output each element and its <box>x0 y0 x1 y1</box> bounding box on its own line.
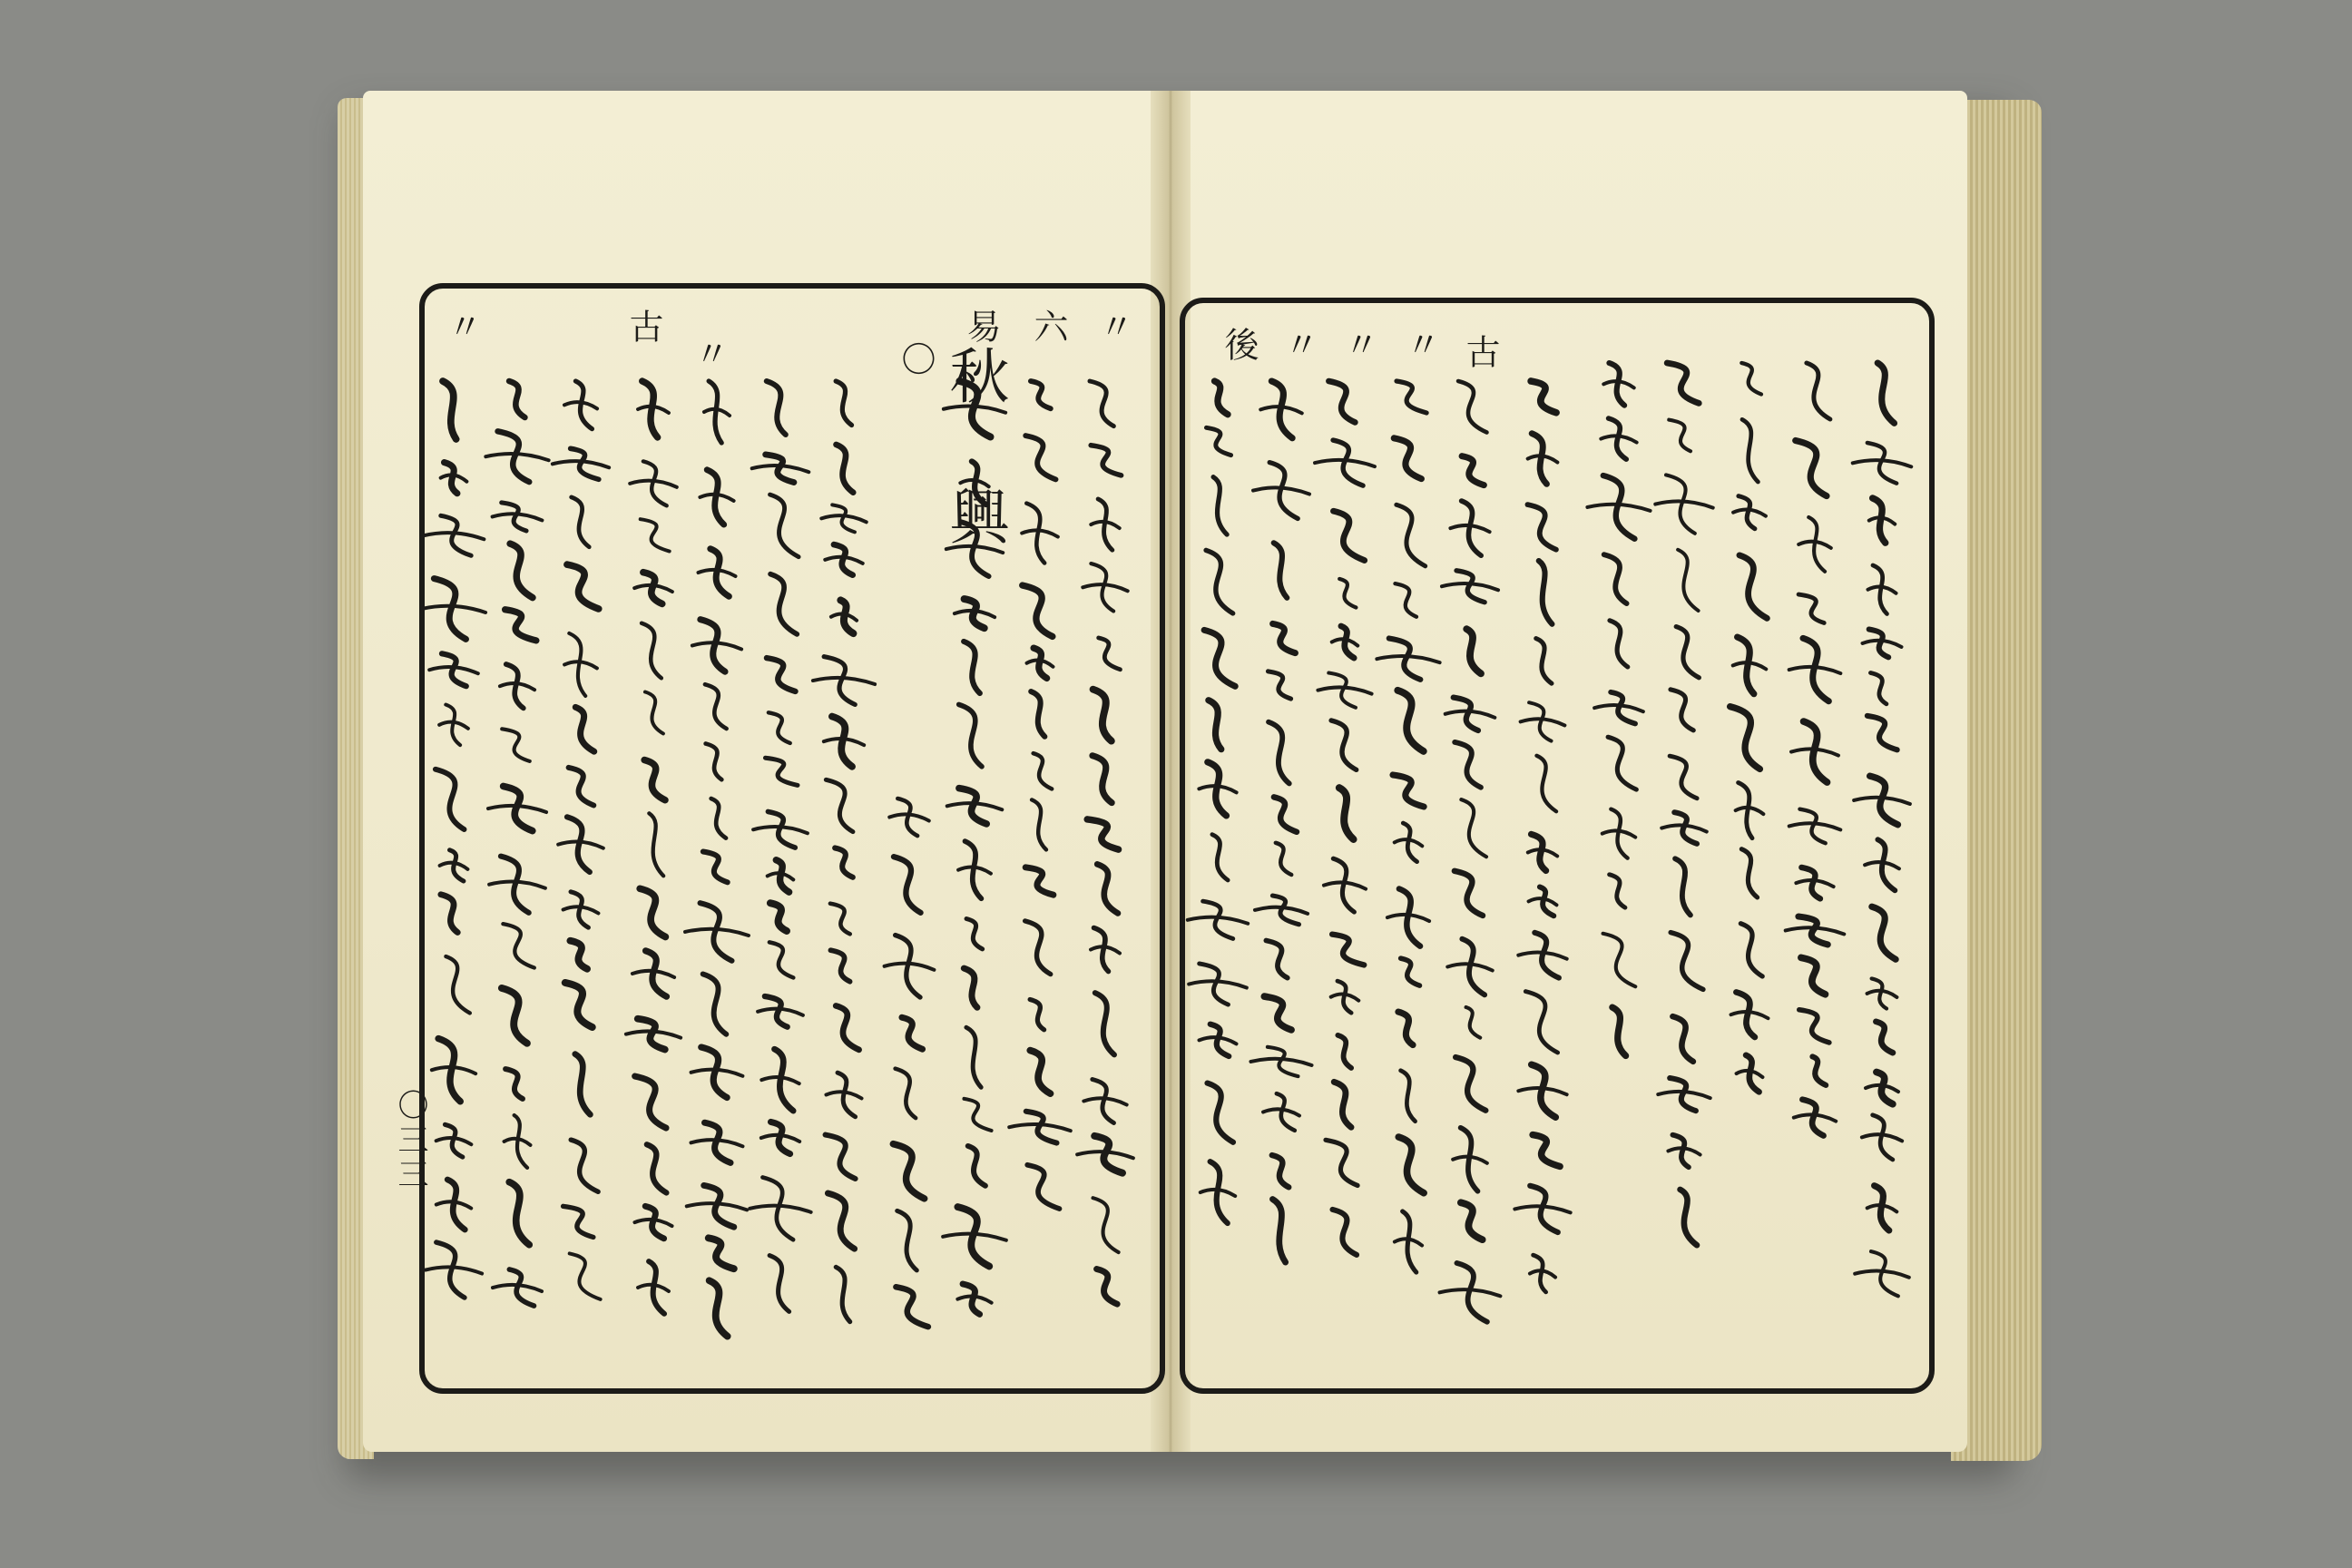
brush-stroke <box>1612 1007 1626 1055</box>
brush-stroke <box>1676 627 1699 678</box>
brush-stroke <box>1539 561 1553 624</box>
brush-stroke <box>647 1144 666 1192</box>
brush-stroke <box>1799 1010 1829 1043</box>
brush-stroke <box>1209 701 1221 750</box>
brush-stroke <box>1531 834 1545 870</box>
brush-stroke <box>498 431 530 482</box>
brush-stroke <box>765 758 798 785</box>
brush-stroke <box>510 544 533 597</box>
brush-stroke <box>1455 742 1481 788</box>
brush-stroke <box>1681 1190 1697 1245</box>
brush-stroke <box>1867 716 1897 750</box>
brush-stroke <box>769 1256 789 1312</box>
brush-stroke <box>1093 928 1108 972</box>
brush-stroke <box>1608 737 1636 789</box>
brush-stroke <box>1610 875 1625 907</box>
brush-stroke <box>1090 381 1113 426</box>
brush-stroke <box>1318 687 1371 693</box>
brush-stroke <box>1213 477 1227 534</box>
brush-stroke <box>443 381 456 439</box>
brush-stroke <box>1091 564 1113 611</box>
brush-stroke <box>1741 363 1761 394</box>
brush-stroke <box>968 1146 985 1186</box>
brush-stroke <box>1328 381 1355 422</box>
brush-stroke <box>1873 498 1886 543</box>
brush-stroke <box>1672 1016 1693 1062</box>
brush-stroke <box>1671 690 1693 730</box>
brush-stroke <box>1269 722 1289 784</box>
brush-stroke <box>1099 638 1121 670</box>
brush-stroke <box>703 852 728 883</box>
brush-stroke <box>966 918 983 948</box>
brush-stroke <box>1025 867 1054 895</box>
brush-stroke <box>1801 867 1820 898</box>
brush-stroke <box>1389 638 1421 679</box>
brush-stroke <box>635 1076 666 1128</box>
brush-stroke <box>1655 501 1712 507</box>
right-col-mark-2: 〃 <box>1400 327 1440 361</box>
brush-stroke <box>1739 496 1755 529</box>
brush-stroke <box>575 1054 591 1115</box>
brush-stroke <box>506 664 524 708</box>
brush-stroke <box>1268 671 1290 699</box>
brush-stroke <box>762 1177 793 1240</box>
brush-stroke <box>1736 992 1754 1037</box>
brush-stroke <box>964 1099 991 1131</box>
brush-stroke <box>1030 999 1044 1029</box>
brush-stroke <box>503 924 534 967</box>
brush-stroke <box>638 1019 665 1050</box>
brush-stroke <box>894 857 921 913</box>
brush-stroke <box>441 895 458 933</box>
brush-stroke <box>1739 783 1752 838</box>
brush-stroke <box>572 497 590 547</box>
brush-stroke <box>826 779 853 831</box>
brush-stroke <box>893 1144 924 1199</box>
brush-stroke <box>567 817 590 872</box>
brush-stroke <box>1264 996 1291 1030</box>
brush-stroke <box>824 657 855 705</box>
brush-stroke <box>964 968 977 1007</box>
brush-stroke <box>1609 418 1627 459</box>
brush-stroke <box>436 769 465 829</box>
brush-stroke <box>1030 1051 1050 1094</box>
brush-stroke <box>1266 941 1287 978</box>
left-col-mark-1: 〃 <box>1093 309 1133 343</box>
brush-stroke <box>1023 585 1053 636</box>
brush-stroke <box>642 623 662 679</box>
brush-stroke <box>767 381 786 435</box>
brush-stroke <box>1799 809 1825 844</box>
brush-stroke <box>505 610 536 641</box>
brush-stroke <box>826 1135 856 1179</box>
brush-stroke <box>964 642 980 693</box>
brush-stroke <box>1339 579 1356 608</box>
brush-stroke <box>1031 691 1044 737</box>
left-col-mark-3: 易 <box>961 309 1001 343</box>
brush-stroke <box>1873 565 1886 614</box>
brush-stroke <box>1397 691 1423 751</box>
left-col-mark-2: 六 <box>1028 309 1068 343</box>
brush-stroke <box>1466 1007 1481 1038</box>
brush-stroke <box>770 903 787 931</box>
brush-stroke <box>828 1193 854 1249</box>
page-number: 〇三三 <box>392 1089 428 1192</box>
brush-stroke <box>1740 555 1767 619</box>
brush-stroke <box>1609 363 1624 406</box>
brush-stroke <box>836 1005 858 1049</box>
brush-stroke <box>569 768 594 806</box>
brush-stroke <box>1740 924 1762 976</box>
brush-stroke <box>1093 690 1112 741</box>
brush-stroke <box>1669 420 1690 452</box>
brush-stroke <box>830 904 850 935</box>
brush-stroke <box>1274 543 1288 598</box>
left-col-mark-6: 古 <box>623 309 663 343</box>
brush-stroke <box>709 1238 734 1269</box>
brush-stroke <box>1091 446 1121 475</box>
brush-stroke <box>434 579 466 640</box>
brush-stroke <box>1534 1255 1546 1292</box>
brush-stroke <box>1536 639 1552 684</box>
brush-stroke <box>711 799 726 838</box>
brush-stroke <box>1671 933 1703 990</box>
brush-stroke <box>1274 797 1297 831</box>
brush-stroke <box>509 1182 529 1245</box>
brush-stroke <box>701 1047 727 1097</box>
brush-stroke <box>1798 594 1824 622</box>
brush-stroke <box>502 503 526 531</box>
brush-stroke <box>649 813 663 876</box>
brush-stroke <box>1458 381 1486 433</box>
brush-stroke <box>1273 623 1296 652</box>
brush-stroke <box>1675 858 1690 915</box>
right-col-mark-3: 〃 <box>1338 327 1378 361</box>
brush-stroke <box>1333 1210 1357 1255</box>
brush-stroke <box>1395 583 1416 617</box>
brush-stroke <box>1742 419 1758 482</box>
brush-stroke <box>641 519 670 551</box>
brush-stroke <box>1670 756 1697 799</box>
brush-stroke <box>896 1287 928 1327</box>
brush-stroke <box>769 942 793 977</box>
brush-stroke <box>770 574 797 634</box>
brush-stroke <box>505 1069 523 1099</box>
brush-stroke <box>1093 1198 1119 1252</box>
brush-stroke <box>1401 958 1420 985</box>
brush-stroke <box>813 678 875 684</box>
brush-stroke <box>571 1140 598 1191</box>
brush-stroke <box>1093 1079 1114 1122</box>
brush-stroke <box>1034 753 1053 789</box>
brush-stroke <box>965 841 981 898</box>
brush-stroke <box>1393 775 1424 807</box>
brush-stroke <box>1533 1135 1560 1167</box>
brush-stroke <box>1396 381 1426 413</box>
brush-stroke <box>1027 1165 1059 1209</box>
brush-stroke <box>966 1027 981 1087</box>
brush-stroke <box>1095 993 1114 1054</box>
brush-stroke <box>707 470 724 524</box>
brush-stroke <box>564 1206 593 1237</box>
brush-stroke <box>902 1017 923 1049</box>
left-col-mark-5: 〃 <box>689 336 729 370</box>
brush-stroke <box>896 1069 916 1118</box>
brush-stroke <box>1525 992 1557 1053</box>
brush-stroke <box>1807 363 1830 419</box>
brush-stroke <box>1025 921 1051 975</box>
brush-stroke <box>767 658 796 691</box>
brush-stroke <box>1455 871 1483 916</box>
brush-stroke <box>1204 630 1235 686</box>
brush-stroke <box>1527 505 1556 550</box>
brush-stroke <box>1741 849 1757 897</box>
brush-stroke <box>1276 843 1291 875</box>
left-col-mark-7: 〃 <box>442 309 482 343</box>
brush-stroke <box>770 495 799 557</box>
brush-stroke <box>567 564 599 609</box>
brush-stroke <box>1212 835 1228 880</box>
brush-stroke <box>645 692 663 734</box>
brush-stroke <box>575 707 593 751</box>
brush-stroke <box>1087 819 1118 849</box>
brush-stroke <box>1603 934 1636 986</box>
brush-stroke <box>836 445 853 493</box>
brush-stroke <box>703 974 727 1034</box>
brush-stroke <box>1206 550 1233 613</box>
brush-stroke <box>1869 630 1888 658</box>
brush-stroke <box>1536 756 1556 811</box>
brush-stroke <box>570 1253 601 1299</box>
brush-stroke <box>1877 363 1894 423</box>
brush-stroke <box>1667 363 1699 403</box>
brush-stroke <box>1032 799 1046 849</box>
brush-stroke <box>1214 381 1228 415</box>
brush-stroke <box>709 381 721 443</box>
brush-stroke <box>765 996 788 1027</box>
brush-stroke <box>570 941 587 969</box>
brush-stroke <box>1331 720 1357 769</box>
brush-stroke <box>1678 550 1698 611</box>
brush-stroke <box>1454 698 1478 730</box>
brush-stroke <box>644 760 665 799</box>
brush-stroke <box>1398 1012 1413 1045</box>
brush-stroke <box>1396 505 1426 566</box>
brush-stroke <box>1398 1137 1424 1193</box>
brush-stroke <box>1461 799 1486 857</box>
brush-stroke <box>1876 1022 1893 1053</box>
brush-stroke <box>1870 672 1886 703</box>
brush-stroke <box>502 988 527 1044</box>
brush-stroke <box>446 956 469 1013</box>
brush-stroke <box>1872 978 1886 1008</box>
brush-stroke <box>1666 475 1695 533</box>
brush-stroke <box>836 1267 849 1321</box>
brush-stroke <box>1394 438 1421 479</box>
brush-stroke <box>569 633 585 696</box>
brush-stroke <box>1026 504 1044 564</box>
brush-stroke <box>1466 629 1481 673</box>
brush-stroke <box>1462 456 1484 485</box>
brush-stroke <box>1796 440 1827 495</box>
brush-stroke <box>1532 434 1546 485</box>
brush-stroke <box>1328 673 1356 708</box>
brush-stroke <box>1730 707 1760 769</box>
brush-stroke <box>897 1210 917 1270</box>
brush-stroke <box>640 888 665 936</box>
brush-stroke <box>1025 436 1055 479</box>
brush-stroke <box>438 1039 460 1102</box>
brush-stroke <box>1531 381 1556 413</box>
brush-stroke <box>1338 1035 1351 1068</box>
brush-stroke <box>897 799 917 836</box>
brush-stroke <box>1738 637 1754 694</box>
brush-stroke <box>836 381 851 426</box>
brush-stroke <box>1529 702 1551 740</box>
brush-stroke <box>1189 981 1247 987</box>
brush-stroke <box>1333 511 1364 560</box>
brush-stroke <box>705 684 727 729</box>
brush-stroke <box>1461 1202 1483 1240</box>
brush-stroke <box>835 848 853 877</box>
brush-stroke <box>1610 621 1628 667</box>
left-col-mark-4: 〇 <box>896 341 936 376</box>
brush-stroke <box>1200 964 1229 1004</box>
right-col-mark-1: 古 <box>1460 334 1500 368</box>
brush-stroke <box>1206 427 1230 455</box>
brush-stroke <box>1031 381 1051 408</box>
brush-stroke <box>710 1280 728 1336</box>
right-col-mark-4: 〃 <box>1279 327 1318 361</box>
brush-stroke <box>642 381 658 437</box>
brush-stroke <box>963 1284 980 1314</box>
brush-stroke <box>1802 1100 1823 1136</box>
brush-stroke <box>1332 935 1364 965</box>
brush-stroke <box>1334 1082 1351 1127</box>
brush-stroke <box>769 712 790 743</box>
brush-stroke <box>706 744 722 780</box>
brush-stroke <box>1339 788 1354 839</box>
brush-stroke <box>1208 1083 1234 1142</box>
brush-stroke <box>1272 1200 1285 1263</box>
brush-stroke <box>436 1242 465 1298</box>
brush-stroke <box>1801 957 1826 994</box>
brush-stroke <box>830 950 849 982</box>
right-col-mark-5: 後 <box>1219 327 1259 361</box>
brush-stroke <box>1326 1140 1357 1185</box>
brush-stroke <box>1401 1071 1416 1122</box>
brush-stroke <box>1872 906 1896 959</box>
brush-stroke <box>1604 554 1627 603</box>
brush-stroke <box>1097 864 1118 913</box>
brush-stroke <box>832 717 852 767</box>
brush-stroke <box>1097 1269 1118 1305</box>
brush-stroke <box>565 983 593 1027</box>
brush-stroke <box>1812 1056 1826 1085</box>
brush-stroke <box>445 463 457 494</box>
brush-stroke <box>959 704 982 766</box>
brush-stroke <box>1272 1155 1289 1187</box>
brush-stroke <box>502 729 530 761</box>
brush-stroke <box>701 620 725 671</box>
brush-stroke <box>501 857 529 913</box>
brush-stroke <box>1455 1057 1485 1111</box>
brush-stroke <box>1672 1135 1689 1168</box>
brush-stroke <box>1093 756 1112 803</box>
brush-stroke <box>509 381 524 417</box>
left-heading: 秋 興 <box>939 345 1009 551</box>
